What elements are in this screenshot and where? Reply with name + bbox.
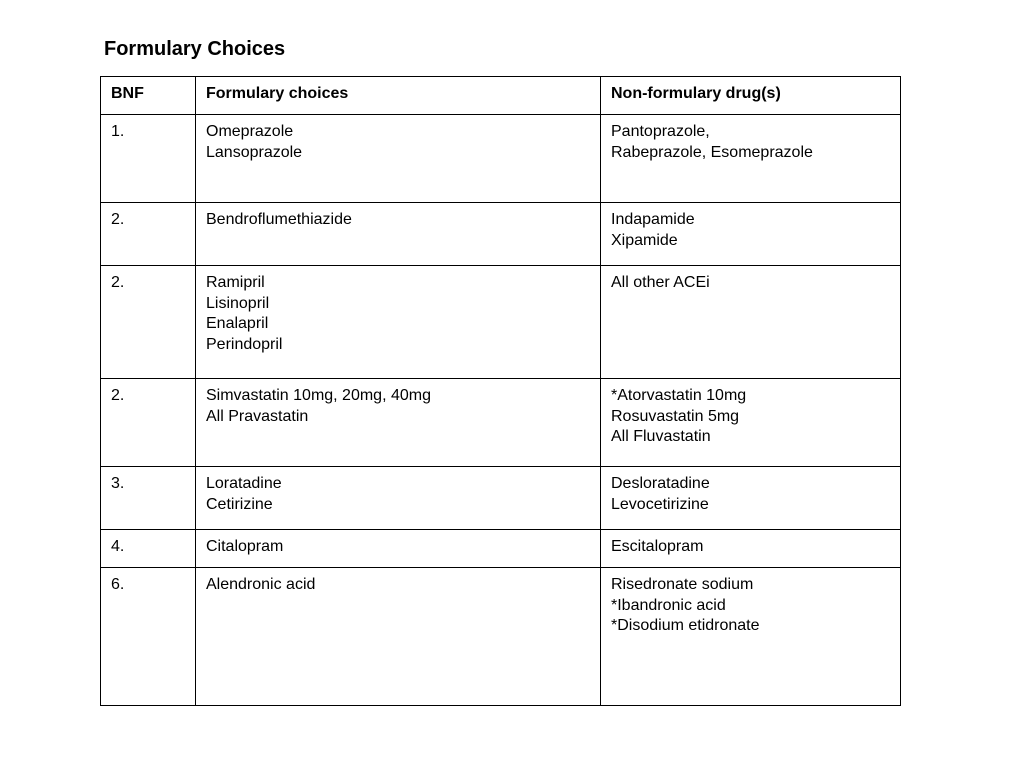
drug-name: Omeprazole: [206, 123, 294, 140]
formulary-cell: [196, 568, 601, 706]
drug-name: Lansoprazole: [206, 143, 303, 161]
drug-name: All Pravastatin: [206, 407, 309, 425]
formulary-cell: [196, 467, 601, 530]
table-header-row: [101, 77, 901, 115]
formulary-cell: [196, 266, 601, 379]
drug-name: Enalapril: [206, 315, 269, 332]
bnf-cell: 4.: [101, 530, 196, 568]
bnf-cell: 2.: [101, 266, 196, 379]
bnf-cell: 6.: [101, 568, 196, 706]
formulary-cell: [196, 379, 601, 467]
header-bnf: BNF: [101, 77, 196, 115]
non-formulary-cell: [601, 379, 901, 467]
drug-name: Rabeprazole, Esomeprazole: [611, 143, 813, 161]
bnf-cell: 2.: [101, 379, 196, 467]
non-formulary-cell: [601, 568, 901, 706]
non-formulary-cell: [601, 203, 901, 266]
bnf-cell: 1.: [101, 115, 196, 203]
drug-name: Ramipril: [206, 274, 265, 291]
drug-name: Desloratadine: [611, 475, 710, 492]
table-row: [101, 568, 901, 706]
table-row: [101, 379, 901, 467]
drug-name: All Fluvastatin: [611, 428, 711, 445]
drug-name: Loratadine: [206, 475, 282, 492]
drug-name: Bendroflumethiazide: [206, 211, 352, 228]
table-row: [101, 530, 901, 568]
formulary-cell: [196, 203, 601, 266]
drug-name: *Atorvastatin 10mg: [611, 387, 747, 404]
formulary-cell: [196, 115, 601, 203]
header-non-formulary-drugs: Non-formulary drug(s): [601, 77, 901, 115]
table-row: [101, 203, 901, 266]
table-row: [101, 467, 901, 530]
drug-name: Risedronate sodium: [611, 576, 754, 593]
drug-name: Levocetirizine: [611, 495, 709, 513]
formulary-cell: [196, 530, 601, 568]
non-formulary-cell: [601, 266, 901, 379]
non-formulary-cell: [601, 115, 901, 203]
page-title: Formulary Choices: [104, 38, 286, 60]
drug-name: Pantoprazole,: [611, 123, 710, 140]
drug-name: Alendronic acid: [206, 576, 316, 593]
drug-name: Lisinopril: [206, 294, 270, 312]
drug-name: Xipamide: [611, 231, 678, 249]
drug-name: All other ACEi: [611, 274, 710, 291]
drug-name: *Ibandronic acid: [611, 596, 726, 614]
header-formulary-choices: Formulary choices: [196, 77, 601, 115]
drug-name: Rosuvastatin 5mg: [611, 407, 740, 425]
drug-name: Simvastatin 10mg, 20mg, 40mg: [206, 387, 431, 404]
drug-name: Escitalopram: [611, 538, 704, 555]
drug-name: Perindopril: [206, 335, 283, 353]
bnf-cell: 3.: [101, 467, 196, 530]
formulary-table: [100, 76, 901, 706]
non-formulary-cell: [601, 530, 901, 568]
bnf-cell: 2.: [101, 203, 196, 266]
drug-name: *Disodium etidronate: [611, 617, 760, 634]
drug-name: Cetirizine: [206, 495, 273, 513]
table-row: [101, 266, 901, 379]
table-row: [101, 115, 901, 203]
non-formulary-cell: [601, 467, 901, 530]
drug-name: Citalopram: [206, 538, 284, 555]
drug-name: Indapamide: [611, 211, 695, 228]
